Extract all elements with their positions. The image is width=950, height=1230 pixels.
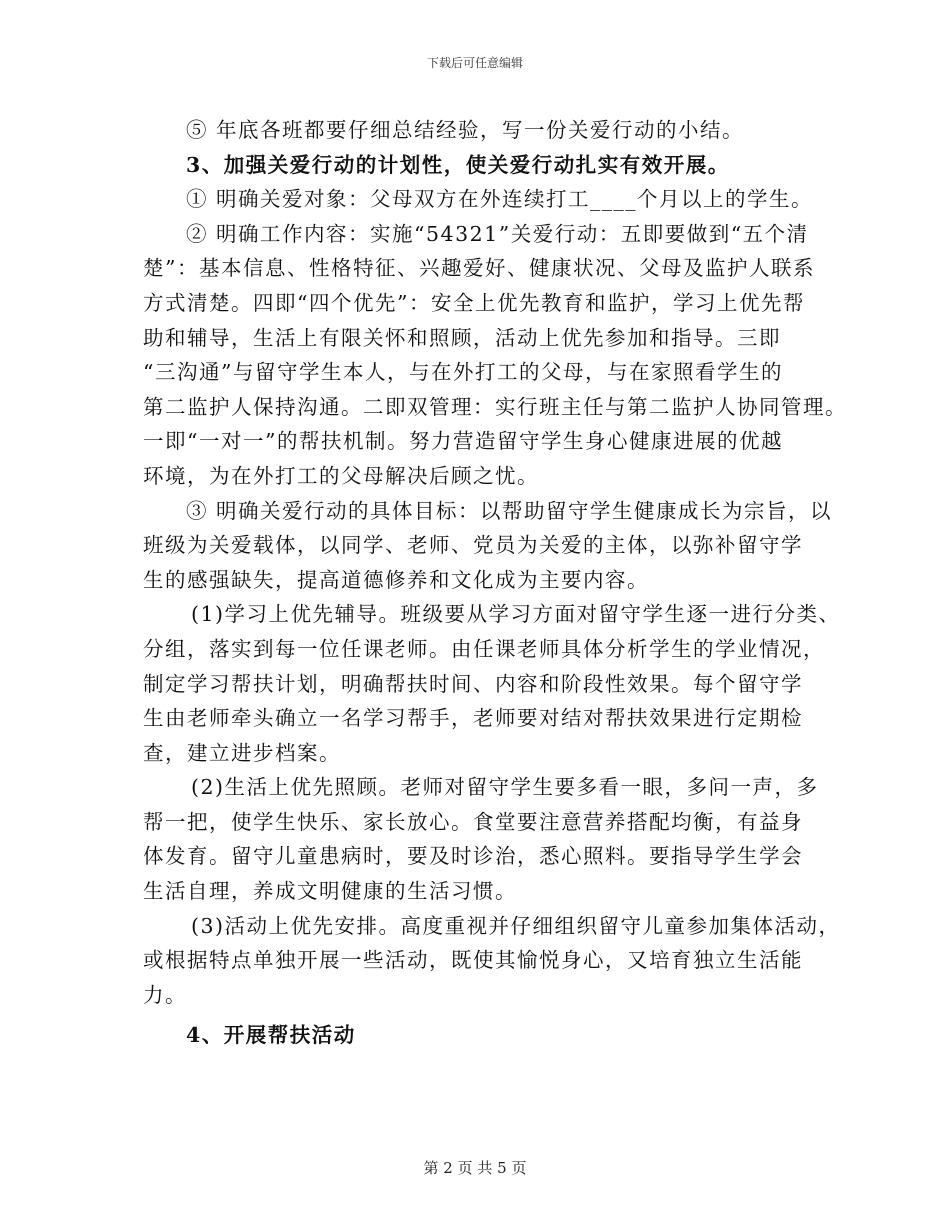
paragraph-line: 生的感强缺失，提高道德修养和文化成为主要内容。 [143,567,649,592]
paragraph-line: 环境，为在外打工的父母解决后顾之忧。 [143,463,539,488]
paragraph-line: 班级为关爱载体，以同学、老师、党员为关爱的主体，以弥补留守学 [143,533,803,558]
section-heading: 3、加强关爱行动的计划性，使关爱行动扎实有效开展。 [186,152,730,177]
paragraph-line: (2)生活上优先照顾。老师对留守学生要多看一眼，多问一声，多 [191,775,819,800]
paragraph-line: “三沟通”与留守学生本人，与在外打工的父母，与在家照看学生的 [143,360,783,385]
paragraph-line: 或根据特点单独开展一些活动，既使其愉悦身心，又培育独立生活能 [143,948,803,973]
paragraph-line: 方式清楚。四即“四个优先”：安全上优先教育和监护，学习上优先帮 [143,290,805,315]
paragraph-line: 帮一把，使学生快乐、家长放心。食堂要注意营养搭配均衡，有益身 [143,809,803,834]
paragraph-line: 第二监护人保持沟通。二即双管理：实行班主任与第二监护人协同管理。 [143,394,847,419]
paragraph-line: ① 明确关爱对象：父母双方在外连续打工____个月以上的学生。 [186,187,814,212]
paragraph-line: 一即“一对一”的帮扶机制。努力营造留守学生身心健康进展的优越 [143,429,783,454]
paragraph-line: 力。 [143,982,187,1007]
paragraph-line: 体发育。留守儿童患病时，要及时诊治，悉心照料。要指导学生学会 [143,844,803,869]
section-heading: 4、开展帮扶活动 [186,1023,356,1048]
paragraph-line: 生由老师牵头确立一名学习帮手，老师要对结对帮扶效果进行定期检 [143,706,803,731]
page-footer: 第 2 页 共 5 页 [423,1159,527,1177]
page-header: 下载后可任意编辑 [426,56,523,70]
document-body [143,113,847,1053]
paragraph-line: 查，建立进步档案。 [143,740,341,765]
paragraph-line: ② 明确工作内容：实施“54321”关爱行动：五即要做到“五个清 [186,221,809,246]
paragraph-line: 助和辅导，生活上有限关怀和照顾，活动上优先参加和指导。三即 [143,325,781,350]
paragraph-line: (1)学习上优先辅导。班级要从学习方面对留守学生逐一进行分类、 [191,602,841,627]
paragraph-line: ③ 明确关爱行动的具体目标：以帮助留守学生健康成长为宗旨，以 [186,498,833,523]
paragraph-line: 楚”：基本信息、性格特征、兴趣爱好、健康状况、父母及监护人联系 [143,256,815,281]
paragraph-line: 制定学习帮扶计划，明确帮扶时间、内容和阶段性效果。每个留守学 [143,671,803,696]
paragraph-line: 分组，落实到每一位任课老师。由任课老师具体分析学生的学业情况， [143,636,825,661]
paragraph-line: 生活自理，养成文明健康的生活习惯。 [143,879,517,904]
paragraph-line: (3)活动上优先安排。高度重视并仔细组织留守儿童参加集体活动， [191,913,841,938]
paragraph-line: ⑤ 年底各班都要仔细总结经验，写一份关爱行动的小结。 [186,118,745,142]
